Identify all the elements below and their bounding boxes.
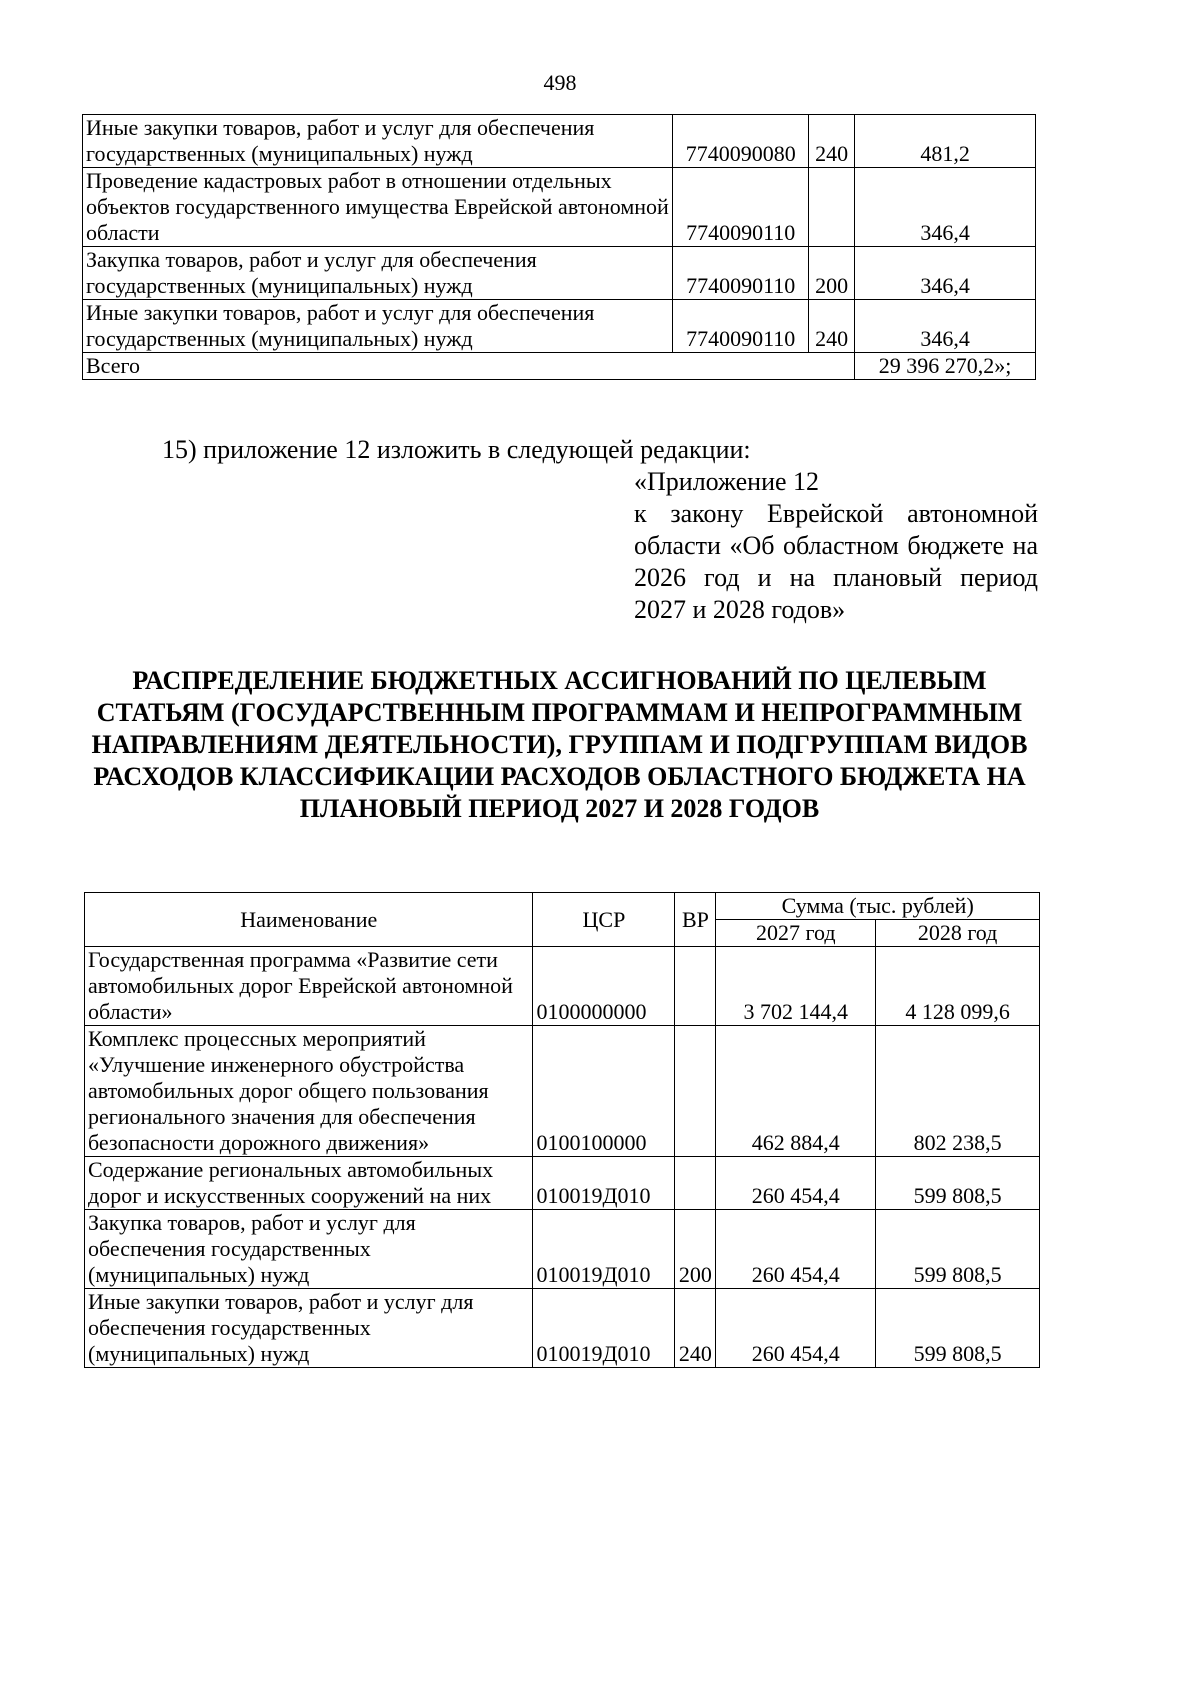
appendix-reference — [634, 466, 1038, 626]
row-vr — [675, 1157, 716, 1210]
table-row — [83, 168, 1036, 247]
amendment-instruction: 15) приложение 12 изложить в следующей редакции: — [162, 435, 751, 464]
table-row — [85, 1157, 1040, 1210]
header-name: Наименование — [85, 893, 533, 947]
header-csr: ЦСР — [533, 893, 675, 947]
table-row — [83, 247, 1036, 300]
total-row — [83, 353, 1036, 380]
row-vr: 240 — [809, 300, 855, 353]
row-sum-2027: 3 702 144,4 — [716, 947, 876, 1026]
row-sum-2028: 599 808,5 — [876, 1289, 1040, 1368]
row-sum: 346,4 — [855, 247, 1036, 300]
row-sum-2028: 802 238,5 — [876, 1026, 1040, 1157]
row-vr: 200 — [809, 247, 855, 300]
row-vr: 240 — [809, 115, 855, 168]
row-vr: 240 — [675, 1289, 716, 1368]
row-csr: 7740090110 — [673, 168, 809, 247]
row-sum-2028: 599 808,5 — [876, 1210, 1040, 1289]
header-sum-group: Сумма (тыс. рублей) — [716, 893, 1040, 920]
table-row — [83, 300, 1036, 353]
row-vr — [809, 168, 855, 247]
row-csr: 7740090110 — [673, 247, 809, 300]
row-csr: 0100000000 — [533, 947, 675, 1026]
total-value: 29 396 270,2»; — [855, 353, 1036, 380]
row-sum: 346,4 — [855, 300, 1036, 353]
header-year-2028: 2028 год — [876, 920, 1040, 947]
row-vr — [675, 1026, 716, 1157]
continuation-table — [82, 114, 1036, 380]
table-row — [85, 947, 1040, 1026]
total-label: Всего — [83, 353, 855, 380]
table-row — [85, 1026, 1040, 1157]
table-row — [83, 115, 1036, 168]
row-csr: 7740090110 — [673, 300, 809, 353]
table-row — [85, 1289, 1040, 1368]
header-vr: ВР — [675, 893, 716, 947]
row-name: Иные закупки товаров, работ и услуг для обеспечения государственных (муниципальных) нужд — [83, 300, 673, 353]
row-name: Закупка товаров, работ и услуг для обеспечения государственных (муниципальных) нужд — [85, 1210, 533, 1289]
row-csr: 7740090080 — [673, 115, 809, 168]
appendix-law-reference: к закону Еврейской автономной области «Об областном бюджете на 2026 год и на плановый период 2027 и 2028 годов» — [634, 499, 1038, 624]
budget-allocation-table — [84, 892, 1040, 1368]
row-name: Государственная программа «Развитие сети автомобильных дорог Еврейской автономной области» — [85, 947, 533, 1026]
appendix-number: «Приложение 12 — [634, 467, 820, 496]
row-name: Иные закупки товаров, работ и услуг для обеспечения государственных (муниципальных) нужд — [83, 115, 673, 168]
row-sum-2027: 260 454,4 — [716, 1210, 876, 1289]
row-csr: 010019Д010 — [533, 1157, 675, 1210]
table-row — [85, 1210, 1040, 1289]
row-sum-2028: 4 128 099,6 — [876, 947, 1040, 1026]
document-title: РАСПРЕДЕЛЕНИЕ БЮДЖЕТНЫХ АССИГНОВАНИЙ ПО ЦЕЛЕВЫМ СТАТЬЯМ (ГОСУДАРСТВЕННЫМ ПРОГРАММАМ И НЕПРОГРАММНЫМ НАПРАВЛЕНИЯМ ДЕЯТЕЛЬНОСТИ), ГРУППАМ И ПОДГРУППАМ ВИДОВ РАСХОДОВ КЛАССИФИКАЦИИ РАСХОДОВ ОБЛАСТНОГО БЮДЖЕТА НА ПЛАНОВЫЙ ПЕРИОД 2027 И 2028 ГОДОВ — [91, 666, 1028, 823]
row-csr: 010019Д010 — [533, 1289, 675, 1368]
page-number: 498 — [543, 70, 577, 95]
row-name: Комплекс процессных мероприятий «Улучшение инженерного обустройства автомобильных дорог общего пользования регионального значения для обеспечения безопасности дорожного движения» — [85, 1026, 533, 1157]
table-header-row — [85, 893, 1040, 920]
row-sum-2027: 462 884,4 — [716, 1026, 876, 1157]
row-vr: 200 — [675, 1210, 716, 1289]
row-vr — [675, 947, 716, 1026]
row-name: Закупка товаров, работ и услуг для обеспечения государственных (муниципальных) нужд — [83, 247, 673, 300]
row-sum: 346,4 — [855, 168, 1036, 247]
row-csr: 0100100000 — [533, 1026, 675, 1157]
row-csr: 010019Д010 — [533, 1210, 675, 1289]
row-sum-2027: 260 454,4 — [716, 1289, 876, 1368]
row-sum-2027: 260 454,4 — [716, 1157, 876, 1210]
header-year-2027: 2027 год — [716, 920, 876, 947]
row-sum-2028: 599 808,5 — [876, 1157, 1040, 1210]
row-name: Проведение кадастровых работ в отношении отдельных объектов государственного имущества Еврейской автономной области — [83, 168, 673, 247]
row-sum: 481,2 — [855, 115, 1036, 168]
row-name: Иные закупки товаров, работ и услуг для обеспечения государственных (муниципальных) нужд — [85, 1289, 533, 1368]
row-name: Содержание региональных автомобильных дорог и искусственных сооружений на них — [85, 1157, 533, 1210]
